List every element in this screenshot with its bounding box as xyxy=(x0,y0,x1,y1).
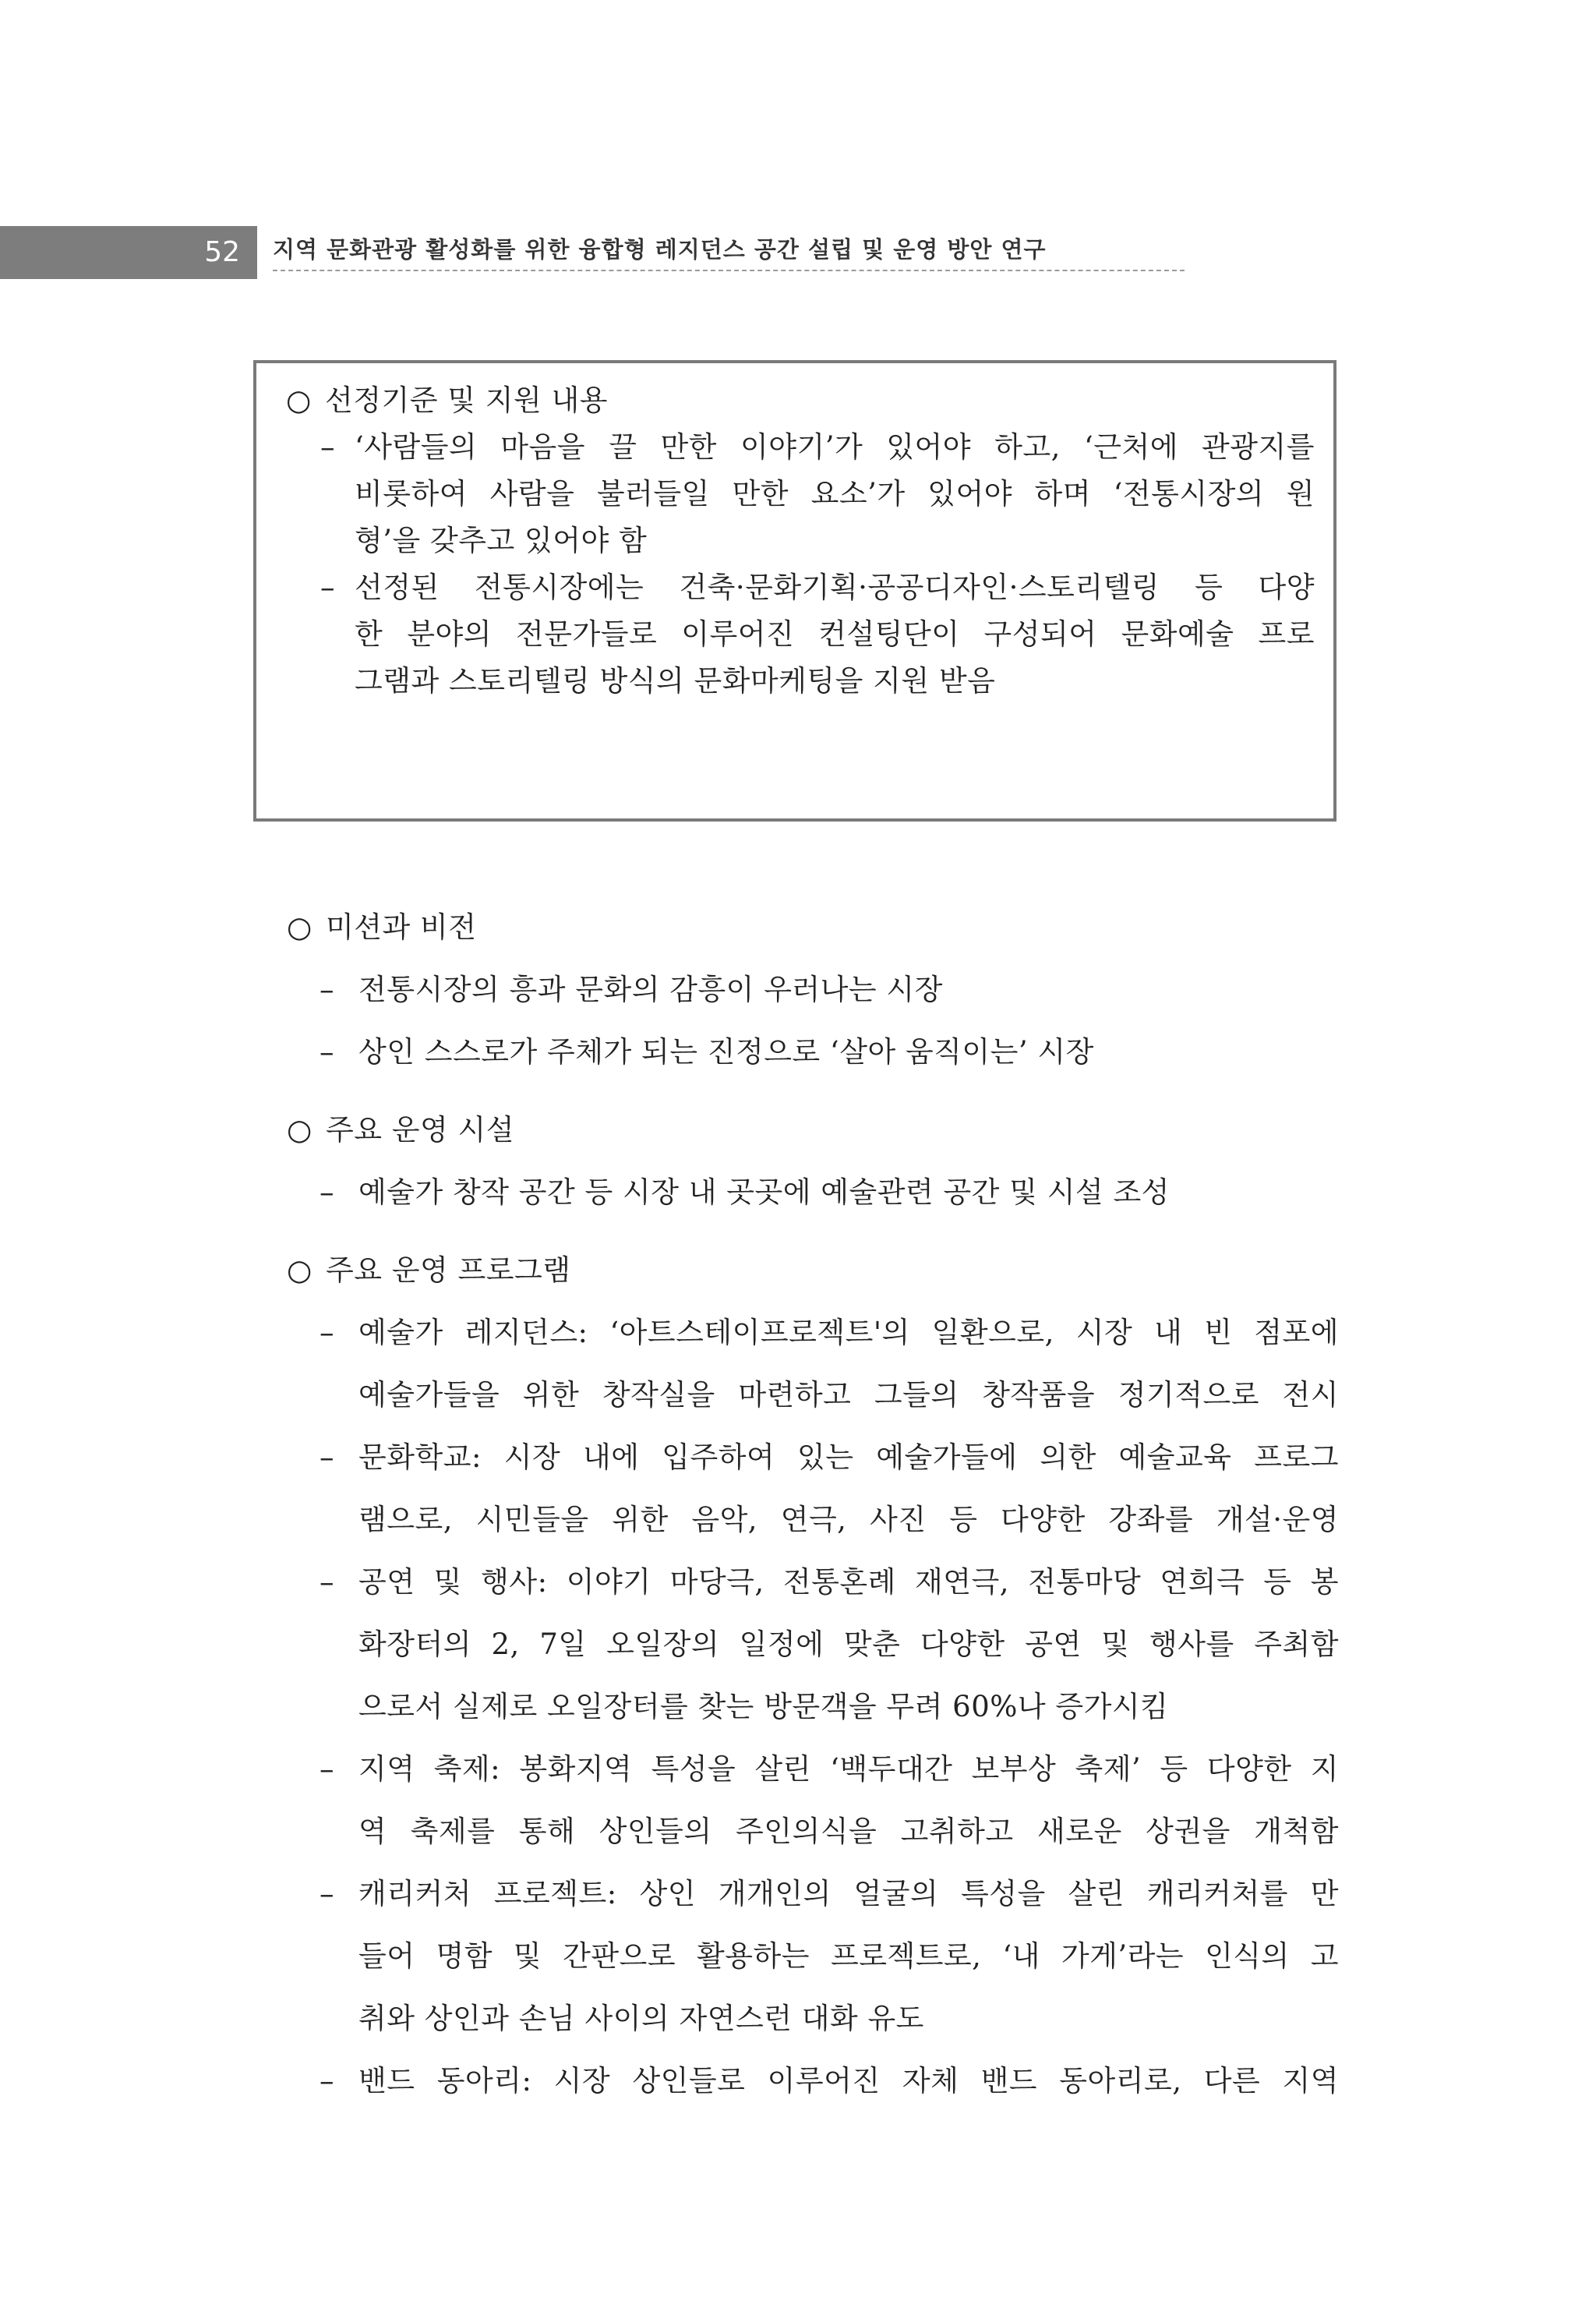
list-item-text: 지역 축제: 봉화지역 특성을 살린 ‘백두대간 보부상 축제’ 등 다양한 지 xyxy=(358,1752,1339,1786)
program-item-band-club xyxy=(287,2050,1339,2112)
section-heading xyxy=(287,896,1339,959)
list-item-continuation: 취와 상인과 손님 사이의 자연스런 대화 유도 xyxy=(358,2002,924,2035)
list-item xyxy=(287,959,1339,1021)
criteria-item-line: 한 분야의 전문가들로 이루어진 컨설팅단이 구성되어 문화예술 프로 xyxy=(355,617,1315,651)
list-item-continuation: 램으로, 시민들을 위한 음악, 연극, 사진 등 다양한 강좌를 개설·운영 xyxy=(358,1503,1339,1536)
section-heading-text: 주요 운영 시설 xyxy=(326,1113,514,1147)
criteria-item-text: ‘사람들의 마음을 끌 만한 이야기’가 있어야 하고, ‘근처에 관광지를 xyxy=(355,430,1315,464)
criteria-box xyxy=(253,360,1336,822)
criteria-item-text: 선정된 전통시장에는 건축·문화기획·공공디자인·스토리텔링 등 다양 xyxy=(355,571,1315,604)
dash-bullet-icon: – xyxy=(320,430,335,464)
dash-bullet-icon: – xyxy=(320,1316,334,1349)
program-item-artist-residence xyxy=(287,1302,1339,1426)
section-heading-text: 주요 운영 프로그램 xyxy=(326,1253,571,1287)
dash-bullet-icon: – xyxy=(320,1175,334,1209)
dash-bullet-icon: – xyxy=(320,1035,334,1069)
criteria-item-line xyxy=(286,564,1315,611)
section-heading-text: 미션과 비전 xyxy=(326,910,477,944)
page-number-block xyxy=(0,226,257,279)
list-item-continuation: 으로서 실제로 오일장터를 찾는 방문객을 무려 60%나 증가시킴 xyxy=(358,1690,1169,1723)
list-item xyxy=(287,1161,1339,1224)
list-item xyxy=(287,1021,1339,1083)
circle-bullet-icon: ○ xyxy=(286,383,312,417)
list-item-continuation: 들어 명함 및 간판으로 활용하는 프로젝트로, ‘내 가게’라는 인식의 고 xyxy=(358,1939,1339,1973)
dash-bullet-icon: – xyxy=(320,973,334,1006)
list-item xyxy=(287,1426,1339,1489)
criteria-item-line: 비롯하여 사람을 불러들일 만한 요소’가 있어야 하며 ‘전통시장의 원 xyxy=(355,477,1315,511)
section-programs xyxy=(287,1239,1339,2112)
list-item-continuation: 화장터의 2, 7일 오일장의 일정에 맞춘 다양한 공연 및 행사를 주최함 xyxy=(358,1628,1339,1661)
list-item-continuation: 역 축제를 통해 상인들의 주인의식을 고취하고 새로운 상권을 개척함 xyxy=(358,1815,1339,1848)
list-item-text: 예술가 창작 공간 등 시장 내 곳곳에 예술관련 공간 및 시설 조성 xyxy=(358,1175,1170,1209)
body-section xyxy=(287,896,1339,2128)
page-header xyxy=(0,226,1596,279)
dash-bullet-icon: – xyxy=(320,2064,334,2098)
list-item xyxy=(287,1302,1339,1364)
circle-bullet-icon: ○ xyxy=(287,910,312,944)
circle-bullet-icon: ○ xyxy=(287,1113,312,1147)
list-item-text: 전통시장의 흥과 문화의 감흥이 우러나는 시장 xyxy=(358,973,943,1006)
criteria-heading xyxy=(286,377,1315,424)
criteria-item xyxy=(286,564,1315,705)
running-title: 지역 문화관광 활성화를 위한 융합형 레지던스 공간 설립 및 운영 방안 연구 xyxy=(273,234,1185,271)
dash-bullet-icon: – xyxy=(320,1877,334,1910)
program-item-performances xyxy=(287,1551,1339,1738)
program-item-local-festival xyxy=(287,1738,1339,1863)
criteria-item-line xyxy=(286,424,1315,471)
dash-bullet-icon: – xyxy=(320,1565,334,1599)
criteria-item xyxy=(286,424,1315,564)
dash-bullet-icon: – xyxy=(320,1440,334,1474)
page-number: 52 xyxy=(204,236,240,268)
criteria-item-line: 형’을 갖추고 있어야 함 xyxy=(355,524,648,557)
list-item xyxy=(287,2050,1339,2112)
program-item-culture-school xyxy=(287,1426,1339,1551)
criteria-item-line: 그램과 스토리텔링 방식의 문화마케팅을 지원 받음 xyxy=(355,664,996,698)
dash-bullet-icon: – xyxy=(320,571,335,604)
list-item-text: 밴드 동아리: 시장 상인들로 이루어진 자체 밴드 동아리로, 다른 지역 xyxy=(358,2064,1339,2098)
list-item-text: 공연 및 행사: 이야기 마당극, 전통혼례 재연극, 전통마당 연희극 등 봉 xyxy=(358,1565,1339,1599)
list-item-text: 상인 스스로가 주체가 되는 진정으로 ‘살아 움직이는’ 시장 xyxy=(358,1035,1094,1069)
list-item-text: 캐리커처 프로젝트: 상인 개개인의 얼굴의 특성을 살린 캐리커처를 만 xyxy=(358,1877,1339,1910)
list-item xyxy=(287,1551,1339,1613)
program-item-caricature xyxy=(287,1863,1339,2050)
list-item xyxy=(287,1738,1339,1801)
dash-bullet-icon: – xyxy=(320,1752,334,1786)
criteria-heading-text: 선정기준 및 지원 내용 xyxy=(325,383,608,417)
list-item xyxy=(287,1863,1339,1925)
list-item-text: 예술가 레지던스: ‘아트스테이프로젝트'의 일환으로, 시장 내 빈 점포에 xyxy=(358,1316,1339,1349)
section-facilities xyxy=(287,1099,1339,1224)
criteria-box-content xyxy=(286,377,1315,705)
section-heading xyxy=(287,1239,1339,1302)
list-item-text: 문화학교: 시장 내에 입주하여 있는 예술가들에 의한 예술교육 프로그 xyxy=(358,1440,1339,1474)
section-mission-vision xyxy=(287,896,1339,1083)
circle-bullet-icon: ○ xyxy=(287,1253,312,1287)
list-item-continuation: 예술가들을 위한 창작실을 마련하고 그들의 창작품을 정기적으로 전시 xyxy=(358,1378,1339,1412)
section-heading xyxy=(287,1099,1339,1161)
